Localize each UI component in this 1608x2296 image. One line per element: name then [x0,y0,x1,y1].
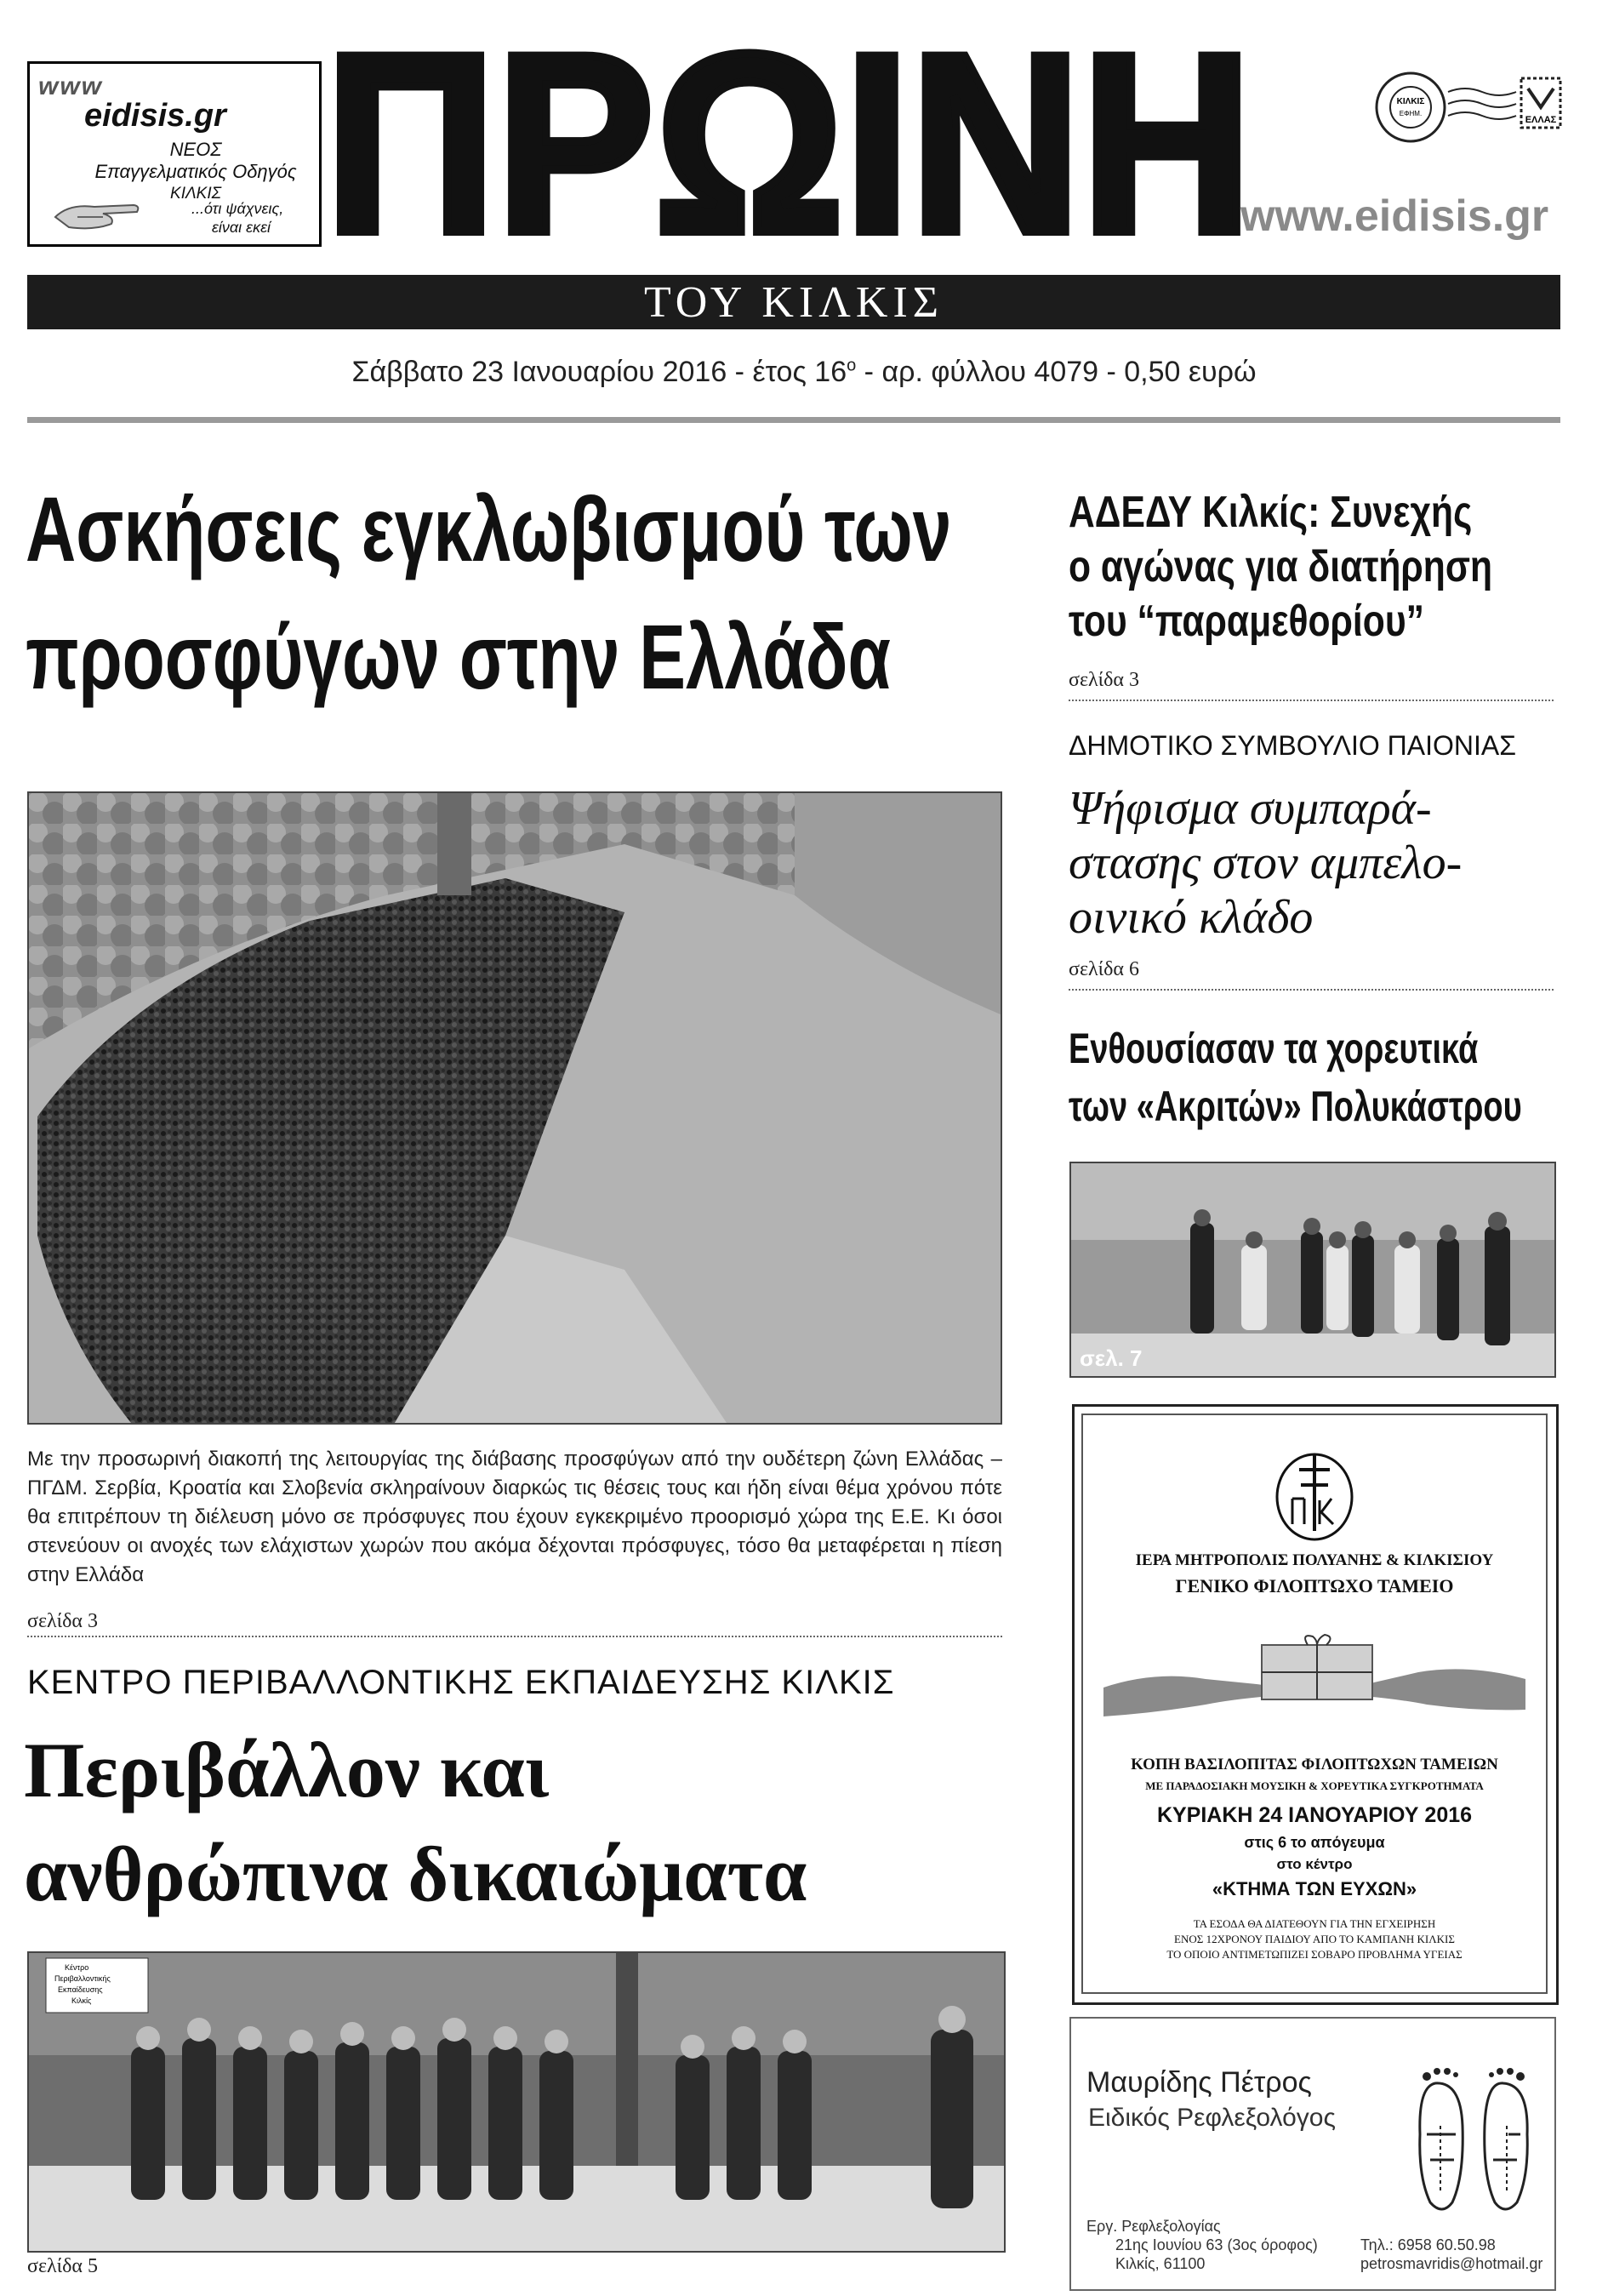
reflexology-address-1: Εργ. Ρεφλεξολογίας [1086,2218,1221,2235]
dateline-ordinal: ο [847,356,857,375]
paionia-page-ref[interactable]: σελίδα 6 [1069,958,1139,980]
promo-site-name: eidisis.gr [84,98,226,134]
environment-event-photo[interactable] [27,1951,1006,2253]
promo-tagline-2: είναι εκεί [212,219,271,236]
promo-line-new: ΝΕΟΣ [169,139,222,160]
charity-event-title: ΚΟΠΗ ΒΑΣΙΛΟΠΙΤΑΣ ΦΙΛΟΠΤΩΧΩΝ ΤΑΜΕΙΩΝ [1131,1756,1498,1773]
paionia-headline-line-3: οινικό κλάδο [1069,891,1314,944]
center-sign-line-1: Κέντρο [65,1963,89,1972]
charity-event-date: ΚΥΡΙΑΚΗ 24 ΙΑΝΟΥΑΡΙΟΥ 2016 [1156,1803,1473,1827]
reflexology-name: Μαυρίδης Πέτρος [1086,2066,1312,2099]
adedy-page-ref[interactable]: σελίδα 3 [1069,669,1139,691]
charity-org-line-1: ΙΕΡΑ ΜΗΤΡΟΠΟΛΙΣ ΠΟΛΥΑΝΗΣ & ΚΙΛΚΙΣΙΟΥ [1135,1551,1494,1569]
environment-kicker: ΚΕΝΤΡΟ ΠΕΡΙΒΑΛΛΟΝΤΙΚΗΣ ΕΚΠΑΙΔΕΥΣΗΣ ΚΙΛΚΙΣ [27,1664,895,1701]
dateline [0,356,1608,389]
charity-ad-frame [1081,1414,1548,1994]
newspaper-subtitle: ΤΟΥ ΚΙΛΚΙΣ [643,278,944,327]
paionia-divider [1069,989,1554,991]
lead-headline[interactable] [26,477,1029,710]
paionia-headline-line-1: Ψήφισμα συμπαρά- [1069,782,1432,835]
charity-venue-label: στο κέντρο [1276,1856,1353,1872]
pointing-hand-icon [52,191,145,232]
promo-line-guide: Επαγγελματικός Οδηγός [94,161,297,182]
promo-www-text: www [38,72,104,100]
lead-page-ref[interactable]: σελίδα 3 [27,1610,98,1632]
charity-org-line-2: ΓΕΝΙΚΟ ΦΙΛΟΠΤΩΧΟ ΤΑΜΕΙΟ [1175,1575,1454,1596]
metropolis-emblem-icon [1267,1446,1362,1541]
dance-photo-page-ref: σελ. 7 [1080,1345,1143,1371]
dance-headline-line-2: των «Ακριτών» Πολυκάστρου [1069,1082,1522,1130]
adedy-divider [1069,700,1554,701]
reflexology-title: Ειδικός Ρεφλεξολόγος [1088,2104,1336,2132]
charity-venue-name: «ΚΤΗΜΑ ΤΩΝ ΕΥΧΩΝ» [1212,1878,1417,1899]
charity-note-line-1: ΤΑ ΕΣΟΔΑ ΘΑ ΔΙΑΤΕΘΟΥΝ ΓΙΑ ΤΗΝ ΕΓΧΕΙΡΗΣΗ [1193,1917,1436,1930]
charity-event-ad[interactable] [1072,1404,1559,2005]
adedy-headline-line-2: ο αγώνας για διατήρηση [1069,542,1493,591]
environment-headline[interactable] [24,1723,807,1921]
reflexology-email[interactable]: petrosmavridis@hotmail.gr [1360,2255,1543,2272]
lead-divider [27,1636,1002,1637]
paionia-kicker: ΔΗΜΟΤΙΚΟ ΣΥΜΒΟΥΛΙΟ ΠΑΙΟΝΙΑΣ [1069,730,1516,761]
environment-headline-line-1: Περιβάλλον και [24,1727,550,1813]
lead-headline-line-1: Ασκήσεις εγκλωβισμού των [26,477,952,580]
refugee-crowd-image [29,793,1001,1423]
svg-text:ΚΙΛΚΙΣ: ΚΙΛΚΙΣ [1396,97,1425,106]
reflexology-address-2: 21ης Ιουνίου 63 (3ος όροφος) [1115,2236,1318,2253]
dance-headline-line-1: Ενθουσίασαν τα χορευτικά [1069,1025,1479,1072]
paionia-headline-line-2: στασης στον αμπελο- [1069,837,1463,889]
lead-body: Με την προσωρινή διακοπή της λειτουργίας της διάβασης προσφύγων από την ουδέτερη ζώνη Ελλάδας – ΠΓΔΜ. Σερβία, Κροατία και Σλοβενία σκληραίνουν διαρκώς τις θέσεις τους και ήδη είναι θέμα χρόνου πότε θα επιτρέπουν τη διέλευση μόνο σε πρόσφυγες που έχουν εγκεκριμένο προορισμό χώρα της Ε.Ε. Κι όσοι στενεύουν οι ανοχές των ελάχιστων χωρών που ακόμα δέχονται πρόσφυγες, τόσο θα μεταφέρεται η πίεση στην Ελλάδα [27,1448,1002,1586]
adedy-headline-line-1: ΑΔΕΔΥ Κιλκίς: Συνεχής [1069,488,1473,537]
stamp-country-text: ΕΛΛΑΣ [1525,115,1557,125]
adedy-headline[interactable] [1069,485,1562,648]
dance-group-image [1071,1163,1554,1376]
directory-promo-box [27,61,322,247]
footprints-icon [1401,2066,1546,2219]
environment-headline-line-2: ανθρώπινα δικαιώματα [24,1831,807,1917]
subtitle-bar [27,275,1560,329]
charity-note-line-3: ΤΟ ΟΠΟΙΟ ΑΝΤΙΜΕΤΩΠΙΖΕΙ ΣΟΒΑΡΟ ΠΡΟΒΛΗΜΑ ΥΓΕΙΑΣ [1166,1948,1463,1961]
gift-hands-image [1103,1611,1525,1739]
postage-stamp-icon [1370,66,1565,151]
reflexology-address-3: Κιλκίς, 61100 [1115,2255,1206,2272]
dateline-issue: - αρ. φύλλου 4079 - 0,50 ευρώ [856,356,1257,388]
reflexology-ad[interactable] [1069,2017,1556,2291]
charity-note-line-2: ΕΝΟΣ 12ΧΡΟΝΟΥ ΠΑΙΔΙΟΥ ΑΠΟ ΤΟ ΚΑΜΠΑΝΗ ΚΙΛΚΙΣ [1174,1933,1455,1945]
masthead-divider [27,417,1560,423]
paionia-headline[interactable] [1069,781,1462,945]
website-url[interactable]: www.eidisis.gr [1240,191,1549,241]
promo-tagline-1: ...ότι ψάχνεις, [191,200,284,217]
refugee-crowd-photo[interactable] [27,791,1002,1425]
environment-event-image [29,1953,1004,2251]
center-sign-line-2: Περιβαλλοντικής [54,1974,111,1983]
newspaper-title [316,34,1261,264]
adedy-headline-line-3: του “παραμεθορίου” [1069,597,1424,646]
promo-line-city: ΚΙΛΚΙΣ [170,185,221,203]
dance-headline[interactable] [1069,1021,1562,1134]
newspaper-title-text: ΠΡΩΙΝΗ [325,34,1252,264]
dateline-date: Σάββατο 23 Ιανουαρίου 2016 - έτος 16 [351,356,847,388]
reflexology-phone[interactable]: Τηλ.: 6958 60.50.98 [1360,2236,1496,2253]
center-sign-line-4: Κιλκίς [71,1996,92,2005]
charity-event-subtitle: ΜΕ ΠΑΡΑΔΟΣΙΑΚΗ ΜΟΥΣΙΚΗ & ΧΟΡΕΥΤΙΚΑ ΣΥΓΚΡΟΤΗΜΑΤΑ [1145,1779,1484,1792]
lead-headline-line-2: προσφύγων στην Ελλάδα [26,605,891,708]
center-sign-line-3: Εκπαίδευσης [58,1985,103,1994]
charity-event-time: στις 6 το απόγευμα [1244,1834,1385,1851]
svg-text:ΕΦΗΜ.: ΕΦΗΜ. [1399,110,1423,117]
dance-group-photo[interactable] [1069,1162,1556,1378]
environment-page-ref[interactable]: σελίδα 5 [27,2255,98,2277]
